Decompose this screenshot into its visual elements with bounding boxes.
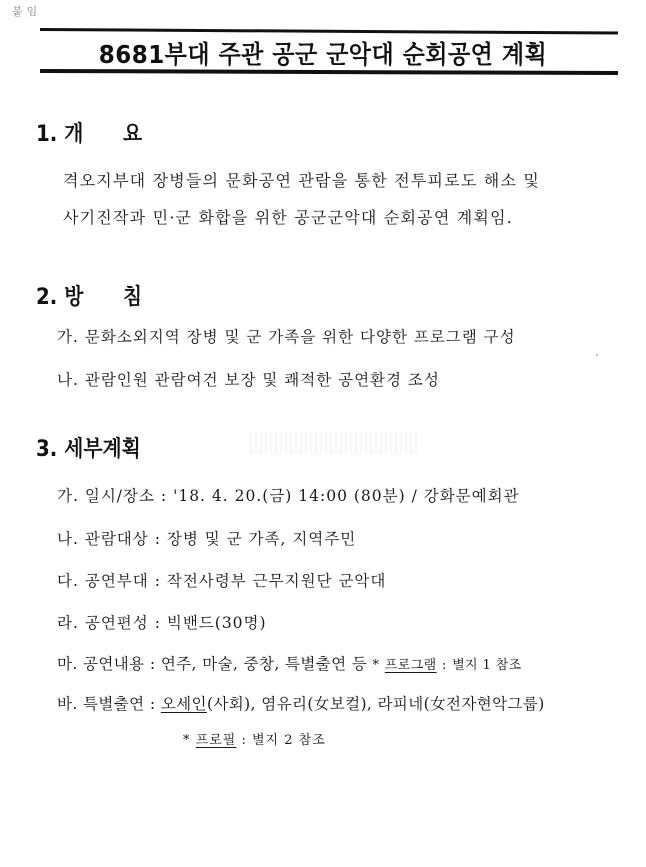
section-title-part: 침 [122, 285, 143, 310]
separator: : [241, 733, 247, 748]
item-marker: 나. [57, 530, 79, 548]
section-title-part: 개 [64, 122, 84, 147]
note-reference: 별지 1 참조 [452, 658, 522, 673]
item-label: 관람대상 [84, 530, 149, 548]
separator: : [154, 572, 161, 590]
item-text: 관람인원 관람여건 보장 및 쾌적한 공연환경 조성 [84, 371, 440, 389]
item-text: 문화소외지역 장병 및 군 가족을 위한 다양한 프로그램 구성 [84, 328, 516, 346]
separator: : [149, 655, 156, 673]
item-label: 공연부대 [84, 572, 149, 590]
detail-item-unit [57, 569, 386, 591]
note-star-icon: * [372, 658, 380, 673]
policy-item [57, 368, 440, 390]
detail-item-composition [57, 611, 267, 633]
note-label: 프로그램 [384, 658, 437, 673]
note-label: 프로필 [195, 733, 237, 748]
scan-noise [250, 432, 420, 454]
note-reference: 별지 2 참조 [252, 733, 326, 748]
item-label: 공연내용 [83, 655, 145, 673]
overview-line-2: 사기진작과 민·군 화합을 위한 공군군악대 순회공연 계획임. [63, 208, 514, 227]
separator: : [441, 658, 447, 673]
section-2-heading [36, 280, 142, 311]
attachment-label: 붙임 [12, 5, 42, 18]
section-1-heading [36, 117, 142, 148]
item-marker: 다. [57, 572, 79, 590]
separator: : [160, 487, 168, 505]
overview-line-1: 격오지부대 장병들의 문화공연 관람을 통한 전투피로도 해소 및 [63, 171, 541, 190]
item-value: 빅밴드(30명) [166, 614, 267, 632]
document-title: 8681부대 주관 공군 군악대 순회공연 계획 [98, 40, 548, 69]
section-3-heading [36, 432, 141, 463]
item-value: '18. 4. 20.(금) 14:00 (80분) / 강화문예회관 [173, 487, 520, 505]
guest-profile-note [183, 729, 326, 748]
policy-item [57, 325, 516, 347]
item-marker: 라. [57, 614, 79, 632]
item-marker: 마. [57, 655, 78, 673]
scan-speck [596, 354, 598, 356]
item-marker: 가. [57, 487, 79, 505]
item-marker: 가. [57, 328, 79, 346]
item-value: (사회), 염유리(女보컬), 라피네(女전자현악그룹) [206, 695, 545, 713]
section-number: 1. [36, 122, 58, 147]
note-star-icon: * [183, 733, 191, 748]
detail-item-schedule [57, 484, 520, 506]
section-title: 세부계획 [64, 437, 141, 462]
detail-item-guests [57, 692, 545, 714]
detail-item-content [57, 652, 522, 674]
separator: : [154, 530, 161, 548]
section-title-part: 요 [122, 122, 143, 147]
item-label: 공연편성 [84, 614, 149, 632]
item-label: 일시/장소 [84, 487, 155, 505]
section-number: 2. [36, 285, 58, 310]
detail-item-audience [57, 527, 356, 549]
separator: : [149, 695, 156, 713]
item-label: 특별출연 [83, 695, 145, 713]
item-value: 장병 및 군 가족, 지역주민 [166, 530, 357, 548]
item-value: 작전사령부 근무지원단 군악대 [166, 572, 387, 590]
section-number: 3. [36, 437, 58, 462]
item-value: 연주, 마술, 중창, 특별출연 등 [160, 655, 368, 673]
title-rule-bottom [40, 69, 618, 75]
title-rule-top [40, 28, 618, 35]
item-marker: 나. [57, 371, 79, 389]
section-title-part: 방 [64, 285, 84, 310]
guest-name-underlined: 오세인 [160, 695, 207, 713]
item-marker: 바. [57, 695, 78, 713]
separator: : [154, 614, 161, 632]
